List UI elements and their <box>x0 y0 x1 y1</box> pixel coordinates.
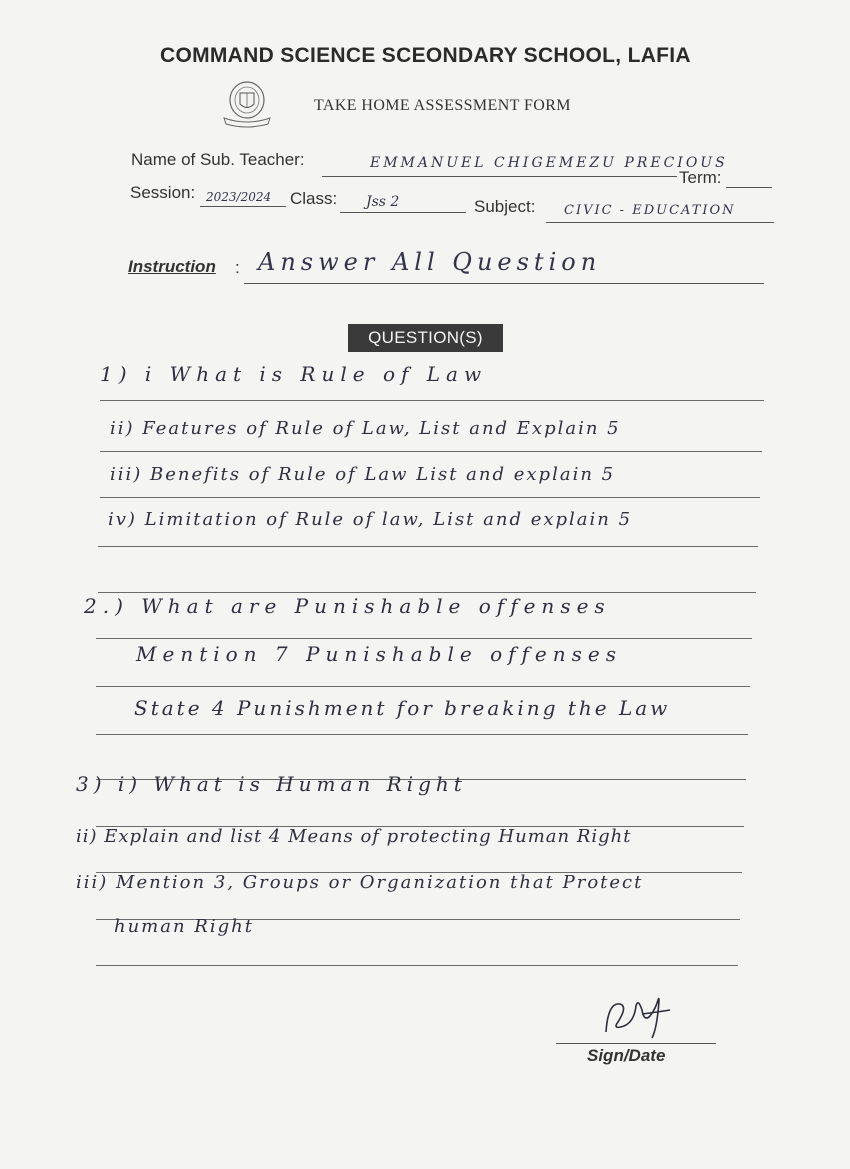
instruction-underline <box>244 283 764 284</box>
school-name: COMMAND SCIENCE SCEONDARY SCHOOL, LAFIA <box>160 44 691 67</box>
question-line-9: ii) Explain and list 4 Means of protecting Human Right <box>76 826 632 847</box>
question-line-6: Mention 7 Punishable offenses <box>136 642 622 666</box>
question-line-2: ii) Features of Rule of Law, List and Explain 5 <box>110 418 621 439</box>
class-underline <box>340 212 466 213</box>
question-line-7: State 4 Punishment for breaking the Law <box>134 696 671 720</box>
question-line-3: iii) Benefits of Rule of Law List and explain 5 <box>110 464 616 485</box>
subject-value: CIVIC - EDUCATION <box>564 203 736 218</box>
subject-underline <box>546 222 774 223</box>
instruction-value: Answer All Question <box>258 248 602 276</box>
ruled-line <box>100 400 764 401</box>
question-line-1: 1) i What is Rule of Law <box>100 362 488 386</box>
question-line-10: iii) Mention 3, Groups or Organization that Protect <box>76 872 644 893</box>
session-label: Session: <box>130 183 196 202</box>
question-line-8: 3) i) What is Human Right <box>76 772 467 796</box>
questions-heading: QUESTION(S) <box>348 324 503 352</box>
question-line-4: iv) Limitation of Rule of law, List and explain 5 <box>108 509 633 530</box>
class-label: Class: <box>290 189 338 208</box>
ruled-line <box>96 734 748 735</box>
teacher-underline <box>322 176 677 177</box>
instruction-label: Instruction <box>128 257 216 276</box>
ruled-line <box>100 451 762 452</box>
signature-mark <box>598 992 678 1042</box>
ruled-line <box>96 686 750 687</box>
ruled-line <box>96 965 738 966</box>
question-line-5: 2.) What are Punishable offenses <box>84 594 611 618</box>
teacher-label: Name of Sub. Teacher: <box>131 150 305 169</box>
ruled-line <box>100 497 760 498</box>
session-value: 2023/2024 <box>206 190 272 204</box>
class-value: Jss 2 <box>366 194 400 210</box>
ruled-line <box>96 638 752 639</box>
instruction-colon: : <box>235 258 240 277</box>
term-label: Term: <box>679 168 722 187</box>
ruled-line <box>98 592 756 593</box>
school-crest-icon <box>218 80 276 130</box>
ruled-line <box>98 546 758 547</box>
teacher-value: EMMANUEL CHIGEMEZU PRECIOUS <box>370 155 728 171</box>
term-underline <box>726 187 772 188</box>
signature-line <box>556 1043 716 1044</box>
signature-label: Sign/Date <box>587 1046 666 1065</box>
question-line-11: human Right <box>114 916 254 937</box>
session-underline <box>200 206 286 207</box>
form-title: TAKE HOME ASSESSMENT FORM <box>314 97 571 114</box>
subject-label: Subject: <box>474 197 536 216</box>
